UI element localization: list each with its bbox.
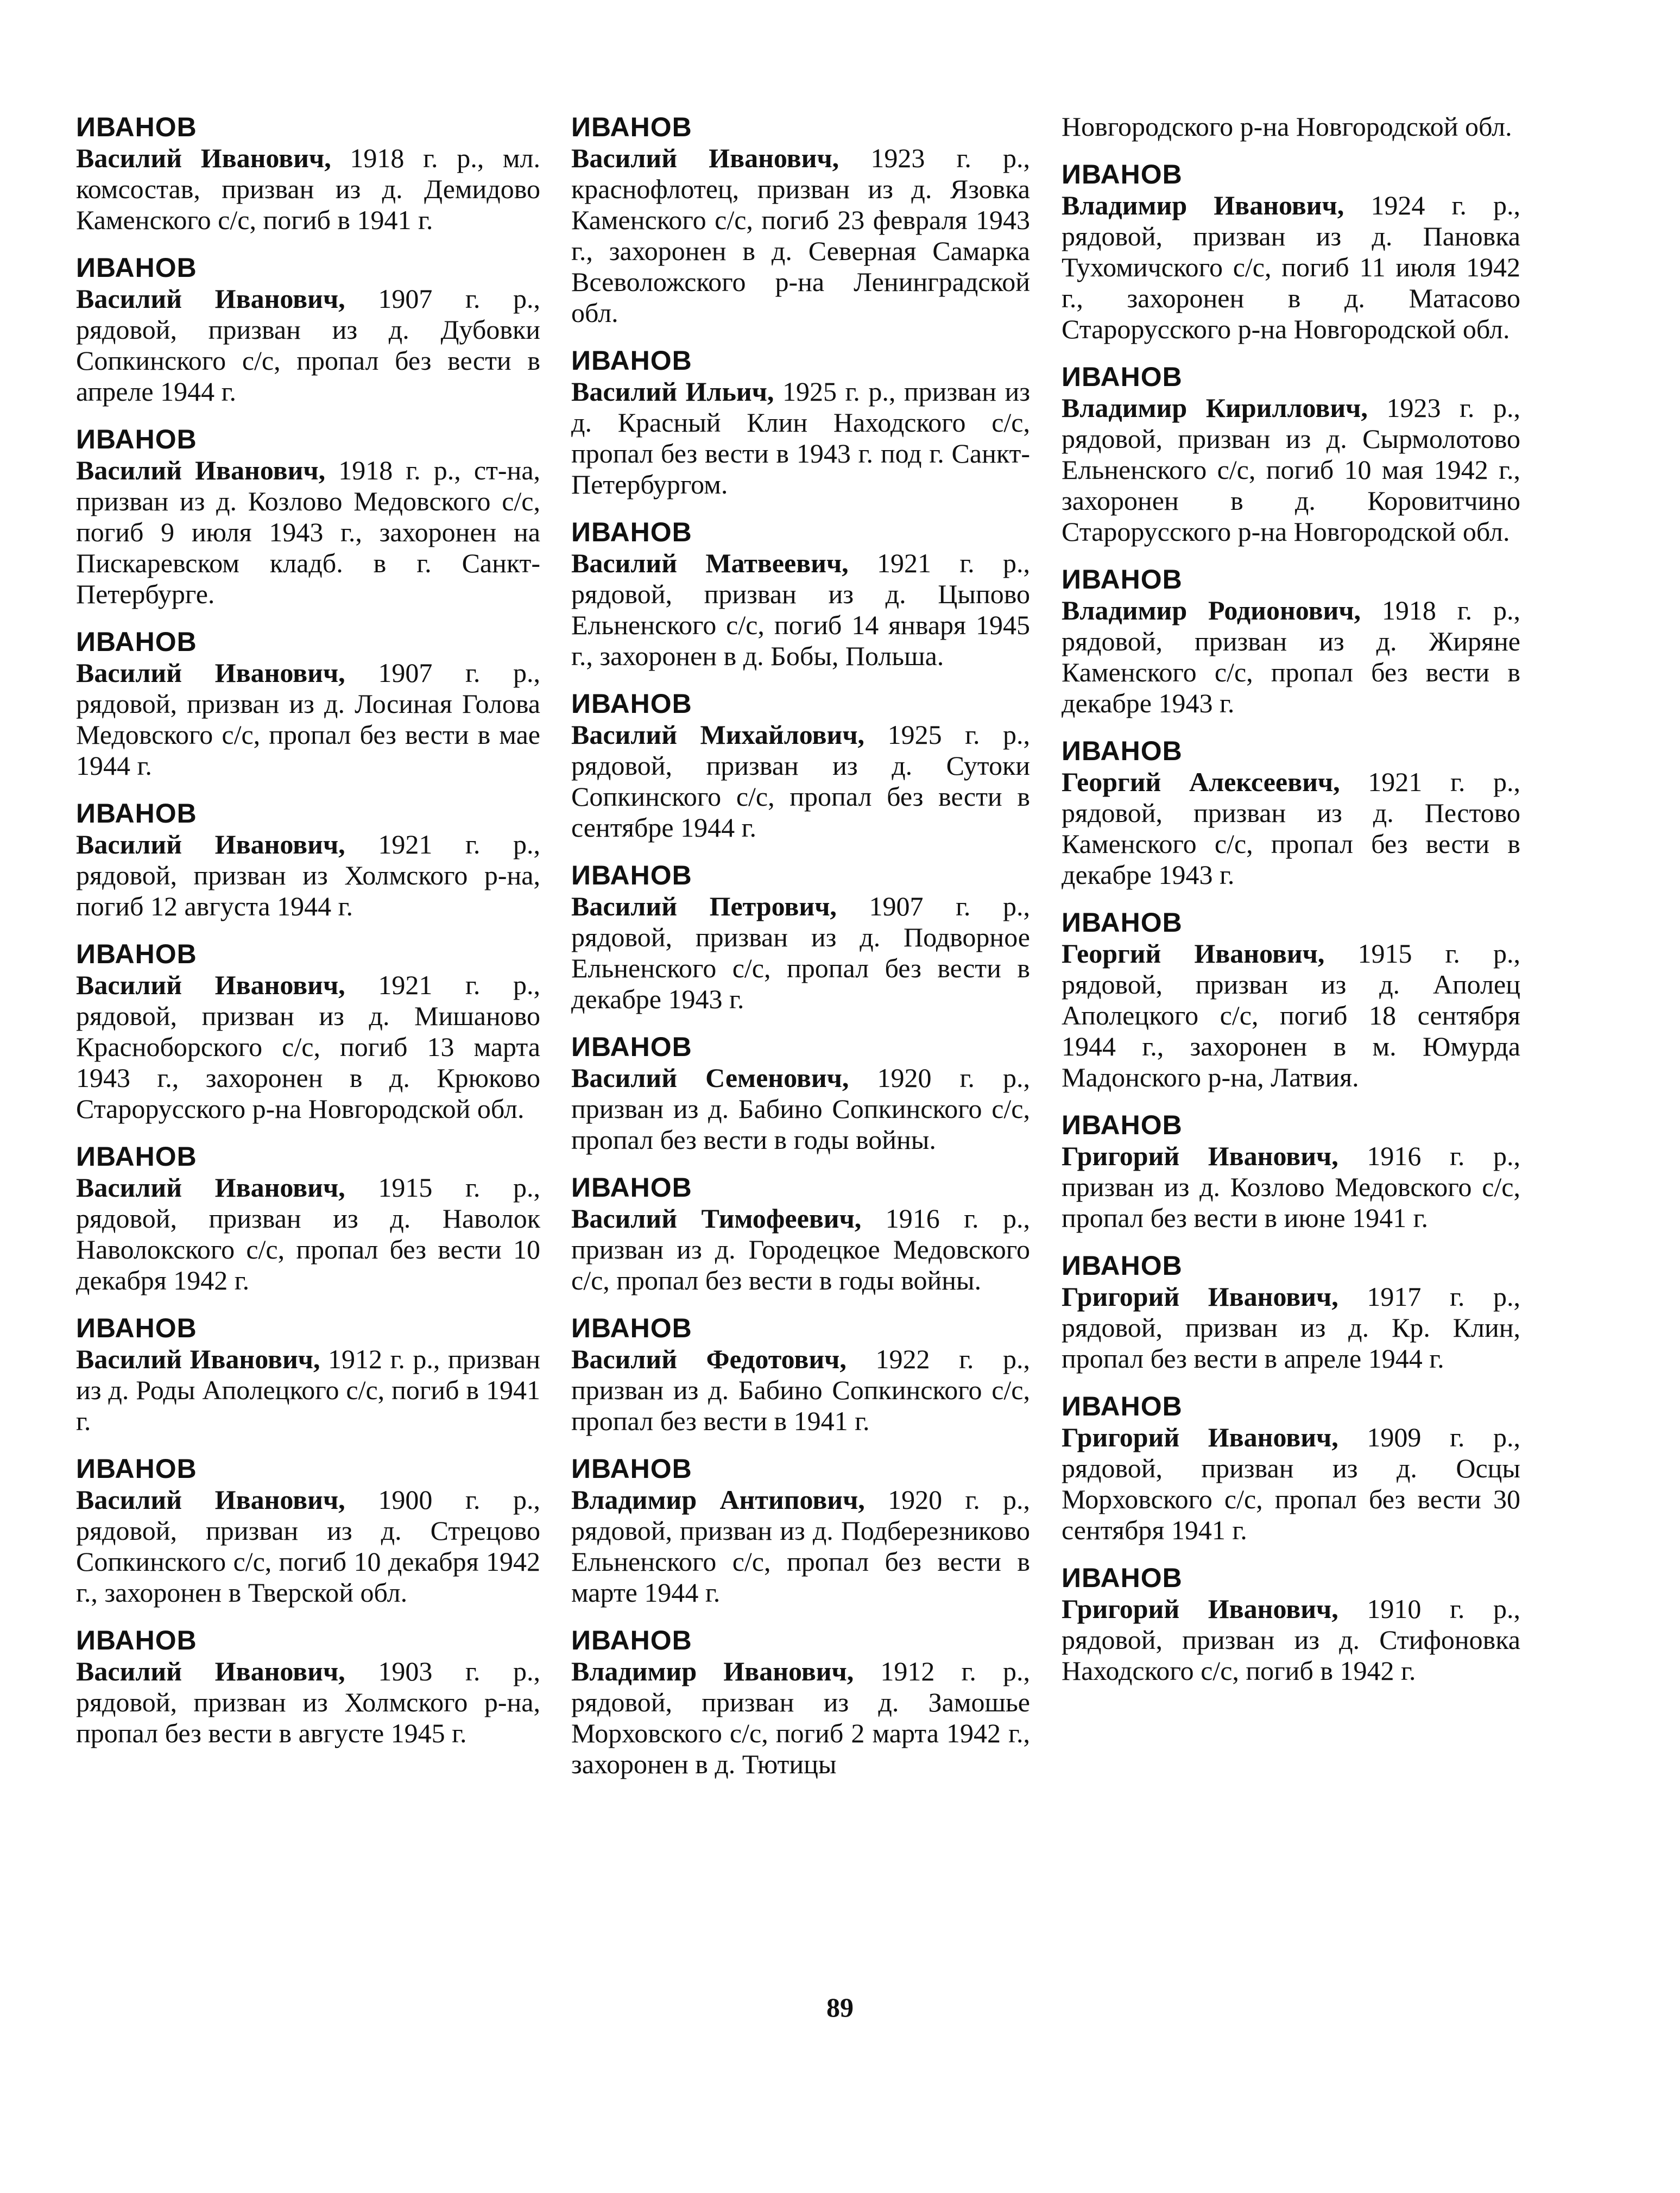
entry-body (571, 891, 1030, 1015)
entry-body (76, 143, 540, 236)
entry-given-name: Василий Иванович, (76, 1344, 320, 1374)
entry-details: 1924 г. р., рядовой, призван из д. Пановка Тухомичского с/с, погиб 11 июля 1942 г., захоронен в д. Матасово Старорусского р-на Новгородской обл. (1062, 190, 1520, 344)
entry-surname: ИВАНОВ (76, 627, 197, 657)
entry-body (1062, 1141, 1520, 1234)
entry-surname: ИВАНОВ (76, 1141, 197, 1172)
entry-body (571, 376, 1030, 500)
entry-surname: ИВАНОВ (76, 1313, 197, 1343)
entry-details: 1922 г. р., призван из д. Бабино Сопкинского с/с, пропал без вести в 1941 г. (571, 1344, 1031, 1436)
entry-surname: ИВАНОВ (1062, 907, 1183, 938)
entry (571, 859, 1030, 1015)
entry (571, 345, 1030, 500)
entry-body (1062, 190, 1520, 345)
entry-given-name: Георгий Алексеевич, (1062, 767, 1340, 797)
entry-body (571, 548, 1030, 672)
entry-surname: ИВАНОВ (76, 424, 197, 454)
entry (1062, 1562, 1520, 1686)
entry (1062, 361, 1520, 547)
entry-body (76, 1656, 540, 1749)
entry-given-name: Владимир Антипович, (571, 1484, 865, 1515)
entry-body (571, 719, 1030, 843)
entry (571, 1625, 1030, 1780)
entry-surname: ИВАНОВ (76, 112, 197, 142)
entry-surname: ИВАНОВ (1062, 1110, 1183, 1140)
entry (1062, 735, 1520, 890)
entry-details: 1925 г. р., рядовой, призван из д. Сутоки Сопкинского с/с, пропал без вести в сентябре 1944 г. (571, 719, 1030, 843)
entry-body (76, 658, 540, 781)
entry (571, 516, 1030, 672)
entry-surname: ИВАНОВ (571, 345, 692, 376)
entry-body (571, 143, 1030, 328)
entry-surname: ИВАНОВ (1062, 1250, 1183, 1281)
entry-details: 1921 г. р., рядовой, призван из д. Цыпово Ельненского с/с, погиб 14 января 1945 г., захоронен в д. Бобы, Польша. (571, 548, 1030, 671)
entry-body (1062, 1594, 1520, 1686)
entry-details: 1923 г. р., краснофлотец, призван из д. Язовка Каменского с/с, погиб 23 февраля 1943 г., захоронен в д. Северная Самарка Всеволожского р-на Ленинградской обл. (571, 143, 1030, 328)
entry-given-name: Василий Иванович, (76, 143, 331, 173)
entry-surname: ИВАНОВ (571, 1625, 692, 1655)
entry-body (1062, 938, 1520, 1093)
entry-given-name: Василий Матвеевич, (571, 548, 849, 578)
entry-body (571, 1656, 1030, 1780)
entry-surname: ИВАНОВ (76, 798, 197, 829)
entry-details: 1903 г. р., рядовой, призван из Холмского р-на, пропал без вести в августе 1945 г. (76, 1656, 540, 1748)
entry-details: 1907 г. р., рядовой, призван из д. Лосиная Голова Медовского с/с, пропал без вести в мае 1944 г. (76, 658, 540, 781)
entry (76, 111, 540, 236)
entry-body (76, 829, 540, 922)
entry-details: 1900 г. р., рядовой, призван из д. Стрецово Сопкинского с/с, погиб 10 декабря 1942 г., захоронен в Тверской обл. (76, 1484, 540, 1608)
entry-body (76, 455, 540, 610)
entry-details: 1909 г. р., рядовой, призван из д. Осцы Морховского с/с, пропал без вести 30 сентября 1941 г. (1062, 1422, 1520, 1545)
entry-given-name: Василий Иванович, (76, 970, 345, 1000)
entry-body (1062, 595, 1520, 719)
entry-given-name: Георгий Иванович, (1062, 938, 1325, 969)
entry-body (76, 970, 540, 1124)
entry (76, 252, 540, 407)
column-3 (1062, 111, 1520, 1703)
entry-surname: ИВАНОВ (76, 1453, 197, 1484)
entry-body (76, 283, 540, 407)
entry-surname: ИВАНОВ (76, 1625, 197, 1655)
entry (76, 1625, 540, 1749)
entry (1062, 1109, 1520, 1234)
entry (571, 1031, 1030, 1155)
entry (571, 1172, 1030, 1296)
entry-given-name: Василий Иванович, (76, 283, 345, 314)
entry-given-name: Василий Федотович, (571, 1344, 847, 1374)
entry-body (76, 1484, 540, 1608)
entry-details: 1917 г. р., рядовой, призван из д. Кр. Клин, пропал без вести в апреле 1944 г. (1062, 1281, 1520, 1374)
entry-given-name: Василий Иванович, (76, 455, 326, 485)
entry-given-name: Григорий Иванович, (1062, 1141, 1338, 1171)
column-1 (76, 111, 540, 1765)
entry-details: 1912 г. р., призван из д. Роды Аполецкого с/с, погиб в 1941 г. (76, 1344, 540, 1436)
entry (1062, 1391, 1520, 1546)
entry-given-name: Василий Иванович, (76, 1172, 345, 1203)
entry-given-name: Владимир Кириллович, (1062, 393, 1368, 423)
entry (76, 798, 540, 922)
entry (76, 1141, 540, 1296)
entry-surname: ИВАНОВ (1062, 362, 1183, 392)
entry-given-name: Григорий Иванович, (1062, 1422, 1338, 1452)
entry-surname: ИВАНОВ (571, 517, 692, 547)
entry-details: 1925 г. р., призван из д. Красный Клин Находского с/с, пропал без вести в 1943 г. под г. Санкт-Петербургом. (571, 376, 1031, 500)
entry-surname: ИВАНОВ (1062, 1563, 1183, 1593)
entry-body (76, 1172, 540, 1296)
entry (76, 938, 540, 1124)
entry-details: 1912 г. р., рядовой, призван из д. Замошье Морховского с/с, погиб 2 марта 1942 г., захоронен в д. Тютицы (571, 1656, 1030, 1779)
entry-body (571, 1344, 1030, 1437)
entry-details: 1921 г. р., рядовой, призван из Холмского р-на, погиб 12 августа 1944 г. (76, 829, 540, 921)
entry-given-name: Василий Михайлович, (571, 719, 865, 750)
entry-details: 1915 г. р., рядовой, призван из д. Наволок Наволокского с/с, пропал без вести 10 декабря 1942 г. (76, 1172, 540, 1295)
entry-given-name: Василий Иванович, (76, 1656, 345, 1686)
entry-details: 1921 г. р., рядовой, призван из д. Пестово Каменского с/с, пропал без вести в декабре 1943 г. (1062, 767, 1520, 890)
entry-given-name: Василий Петрович, (571, 891, 837, 921)
entry-details: 1923 г. р., рядовой, призван из д. Сырмолотово Ельненского с/с, погиб 10 мая 1942 г., захоронен в д. Коровитчино Старорусского р-на Новгородской обл. (1062, 393, 1521, 547)
entry-details: 1910 г. р., рядовой, призван из д. Стифоновка Находского с/с, погиб в 1942 г. (1062, 1594, 1520, 1686)
entry-details: 1915 г. р., рядовой, призван из д. Аполец Аполецкого с/с, погиб 18 сентября 1944 г., захоронен в м. Юмурда Мадонского р-на, Латвия. (1062, 938, 1521, 1092)
entry (76, 424, 540, 610)
entry-surname: ИВАНОВ (1062, 159, 1183, 189)
column-2 (571, 111, 1030, 1796)
entry-given-name: Владимир Иванович, (571, 1656, 854, 1686)
entry-body (1062, 767, 1520, 890)
entry-body (1062, 1281, 1520, 1374)
entry-surname: ИВАНОВ (571, 1172, 692, 1203)
entry (76, 1312, 540, 1437)
entry-details: 1916 г. р., призван из д. Козлово Медовского с/с, пропал без вести в июне 1941 г. (1062, 1141, 1520, 1233)
entry-body (1062, 1422, 1520, 1546)
entry-details: 1918 г. р., мл. комсостав, призван из д. Демидово Каменского с/с, погиб в 1941 г. (76, 143, 541, 235)
entry (1062, 564, 1520, 719)
entry-surname: ИВАНОВ (1062, 736, 1183, 766)
page-number: 89 (826, 1992, 854, 2023)
entry-details: 1920 г. р., призван из д. Бабино Сопкинского с/с, пропал без вести в годы войны. (571, 1063, 1030, 1155)
entry-details: 1907 г. р., рядовой, призван из д. Дубовки Сопкинского с/с, пропал без вести в апреле 1944 г. (76, 283, 540, 407)
entry-surname: ИВАНОВ (571, 688, 692, 719)
entry-body (571, 1484, 1030, 1608)
entry-body (76, 1344, 540, 1437)
entry-surname: ИВАНОВ (1062, 1391, 1183, 1421)
entry-details: 1918 г. р., ст-на, призван из д. Козлово Медовского с/с, погиб 9 июля 1943 г., захоронен на Пискаревском кладб. в г. Санкт-Петербурге. (76, 455, 541, 609)
entry-given-name: Григорий Иванович, (1062, 1281, 1338, 1312)
entry-given-name: Василий Ильич, (571, 376, 774, 407)
entry (1062, 907, 1520, 1093)
entry (1062, 159, 1520, 345)
entry (571, 688, 1030, 843)
entry-given-name: Василий Семенович, (571, 1063, 849, 1093)
entry-surname: ИВАНОВ (571, 860, 692, 890)
entry-details: 1918 г. р., рядовой, призван из д. Жиряне Каменского с/с, пропал без вести в декабре 1943 г. (1062, 595, 1520, 718)
entry-given-name: Василий Иванович, (76, 1484, 345, 1515)
entry-surname: ИВАНОВ (571, 112, 692, 142)
entry-surname: ИВАНОВ (76, 252, 197, 283)
entry-given-name: Владимир Родионович, (1062, 595, 1361, 625)
entry-surname: ИВАНОВ (571, 1032, 692, 1062)
entry-details: 1920 г. р., рядовой, призван из д. Подберезниково Ельненского с/с, пропал без вести в марте 1944 г. (571, 1484, 1031, 1608)
entry-details: 1907 г. р., рядовой, призван из д. Подворное Ельненского с/с, пропал без вести в декабре 1943 г. (571, 891, 1031, 1014)
entry (571, 1453, 1030, 1608)
entry (1062, 1250, 1520, 1374)
entry (571, 1312, 1030, 1437)
entry (571, 111, 1030, 328)
entry (76, 1453, 540, 1608)
entry-body (571, 1203, 1030, 1296)
entry-given-name: Василий Иванович, (76, 829, 345, 859)
entry-given-name: Василий Иванович, (76, 658, 345, 688)
entry-body (1062, 393, 1520, 547)
entry-details: 1916 г. р., призван из д. Городецкое Медовского с/с, пропал без вести в годы войны. (571, 1203, 1031, 1295)
entry-given-name: Григорий Иванович, (1062, 1594, 1338, 1624)
entry-given-name: Василий Тимофеевич, (571, 1203, 862, 1234)
entry-surname: ИВАНОВ (571, 1313, 692, 1343)
entry-given-name: Василий Иванович, (571, 143, 839, 173)
entry-continuation: Новгородского р-на Новгородской обл. (1062, 111, 1512, 142)
entry-surname: ИВАНОВ (571, 1453, 692, 1484)
entry-given-name: Владимир Иванович, (1062, 190, 1344, 220)
entry-surname: ИВАНОВ (76, 939, 197, 969)
entry-details: 1921 г. р., рядовой, призван из д. Мишаново Красноборского с/с, погиб 13 марта 1943 г., захоронен в д. Крюково Старорусского р-на Новгородской обл. (76, 970, 540, 1124)
entry-body (571, 1063, 1030, 1155)
entry-surname: ИВАНОВ (1062, 564, 1183, 595)
entry (76, 626, 540, 781)
